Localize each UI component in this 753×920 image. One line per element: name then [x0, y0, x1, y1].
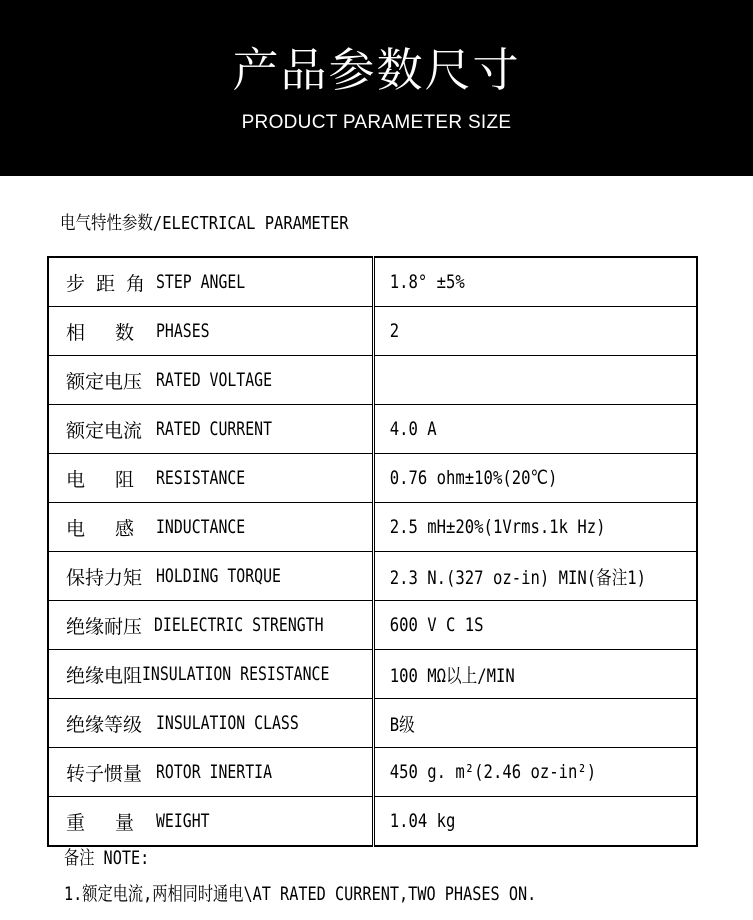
table-row [48, 405, 697, 454]
parameter-value-cell [373, 601, 697, 650]
parameter-name-en: ROTOR INERTIA [156, 761, 273, 783]
parameter-name-zh: 步距角 [66, 272, 157, 295]
parameter-name-en: INSULATION CLASS [156, 712, 299, 734]
parameter-value: 450 g. m²(2.46 oz-in²) [389, 761, 596, 783]
parameter-name-en: HOLDING TORQUE [156, 565, 281, 587]
parameter-value: 1.8° ±5% [389, 271, 465, 293]
table-row [48, 307, 697, 356]
parameter-label-cell [48, 503, 373, 552]
parameter-name-zh: 绝缘电阻 [66, 664, 143, 687]
parameter-value-cell [373, 699, 697, 748]
table-row [48, 748, 697, 797]
parameter-label-cell [48, 454, 373, 503]
parameter-name-zh: 保持力矩 [66, 566, 143, 589]
parameter-name-en: RESISTANCE [156, 467, 246, 489]
parameter-value: B级 [389, 713, 415, 736]
parameter-name-zh: 额定电流 [66, 419, 143, 442]
parameter-name-en: INDUCTANCE [156, 516, 246, 538]
parameter-name-zh: 绝缘耐压 [66, 615, 143, 638]
parameter-value: 4.0 A [389, 418, 437, 440]
parameter-name-zh: 电阻 [66, 468, 165, 491]
parameter-name-en: DIELECTRIC STRENGTH [154, 614, 324, 636]
table-row [48, 650, 697, 699]
parameter-value-cell [373, 307, 697, 356]
parameter-name-en: WEIGHT [156, 810, 210, 832]
parameter-label-cell [48, 650, 373, 699]
parameter-name-zh: 绝缘等级 [66, 713, 143, 736]
parameter-label-cell [48, 307, 373, 356]
parameter-value: 600 V C 1S [389, 614, 484, 636]
parameter-value: 2 [389, 320, 399, 342]
parameter-name-zh: 额定电压 [66, 370, 143, 393]
parameter-name-zh: 重量 [66, 811, 165, 834]
note-line: 1.额定电流,两相同时通电\AT RATED CURRENT,TWO PHASES ON. [64, 883, 537, 905]
parameter-value: 1.04 kg [389, 810, 455, 832]
parameter-label-cell [48, 797, 373, 847]
parameter-value-cell [373, 356, 697, 405]
notes-title: 备注 NOTE: [64, 847, 150, 869]
parameter-name-zh: 相数 [66, 321, 165, 344]
section-title: 电气特性参数/ELECTRICAL PARAMETER [60, 213, 349, 234]
table-row [48, 503, 697, 552]
parameter-label-cell [48, 699, 373, 748]
parameter-value-cell [373, 454, 697, 503]
parameter-value-cell [373, 748, 697, 797]
parameter-value-cell [373, 552, 697, 601]
parameter-name-zh: 电感 [66, 517, 165, 540]
table-row [48, 601, 697, 650]
parameter-name-en: INSULATION RESISTANCE [142, 663, 330, 685]
parameter-value-cell [373, 257, 697, 307]
page-subtitle: PRODUCT PARAMETER SIZE [241, 112, 512, 133]
parameter-label-cell [48, 601, 373, 650]
parameter-label-cell [48, 356, 373, 405]
page-title: 产品参数尺寸 [232, 43, 521, 97]
parameter-name-en: RATED CURRENT [156, 418, 273, 440]
parameter-value-cell [373, 797, 697, 847]
parameter-value: 2.5 mH±20%(1Vrms.1k Hz) [389, 516, 606, 538]
table-row [48, 257, 697, 307]
parameter-name-zh: 转子惯量 [66, 762, 143, 785]
parameter-value: 0.76 ohm±10%(20℃) [389, 467, 557, 489]
parameter-label-cell [48, 552, 373, 601]
parameter-table [47, 256, 698, 847]
parameter-value-cell [373, 405, 697, 454]
table-row [48, 797, 697, 847]
parameter-label-cell [48, 257, 373, 307]
header-banner [0, 0, 753, 176]
parameter-value-cell [373, 650, 697, 699]
parameter-name-en: STEP ANGEL [156, 271, 246, 293]
table-row [48, 356, 697, 405]
table-row [48, 699, 697, 748]
parameter-label-cell [48, 405, 373, 454]
parameter-name-en: RATED VOLTAGE [156, 369, 273, 391]
parameter-name-en: PHASES [156, 320, 210, 342]
table-row [48, 454, 697, 503]
table-row [48, 552, 697, 601]
parameter-label-cell [48, 748, 373, 797]
parameter-value: 2.3 N.(327 oz-in) MIN(备注1) [389, 566, 646, 589]
parameter-value-cell [373, 503, 697, 552]
parameter-value: 100 MΩ以上/MIN [389, 664, 515, 687]
